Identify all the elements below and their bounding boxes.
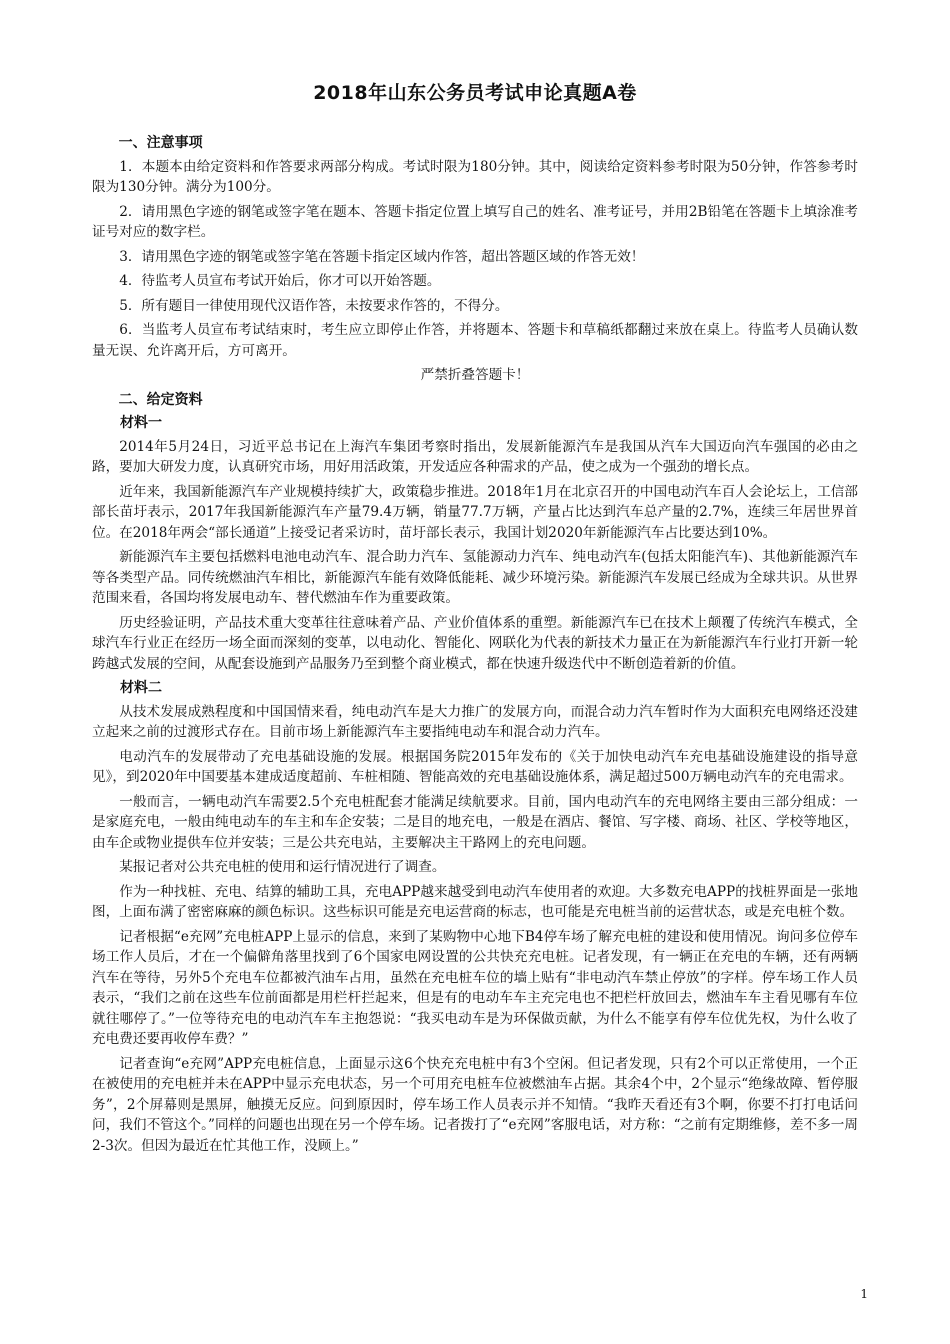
- notice-item: 6．当监考人员宣布考试结束时，考生应立即停止作答，并将题本、答题卡和草稿纸都翻过来放在桌上。待监考人员确认数量无误、允许离开后，方可离开。: [92, 322, 858, 359]
- material-paragraph: 新能源汽车主要包括燃料电池电动汽车、混合助力汽车、氢能源动力汽车、纯电动汽车(包括太阳能汽车)、其他新能源汽车等各类型产品。同传统燃油汽车相比，新能源汽车能有效降低能耗、减少环境污染。新能源汽车发展已经成为全球共识。从世界范围来看，各国均将发展电动车、替代燃油车作为重要政策。: [92, 549, 858, 606]
- material-paragraph: 作为一种找桩、充电、结算的辅助工具，充电APP越来越受到电动汽车使用者的欢迎。大多数充电APP的找桩界面是一张地图，上面布满了密密麻麻的颜色标识。这些标识可能是充电运营商的标志，也可能是充电桩当前的运营状态，或是充电桩个数。: [92, 883, 858, 920]
- material-paragraph: 某报记者对公共充电桩的使用和运行情况进行了调查。: [119, 859, 446, 875]
- material-paragraph: 电动汽车的发展带动了充电基础设施的发展。根据国务院2015年发布的《关于加快电动汽车充电基础设施建设的指导意见》，到2020年中国要基本建成适度超前、车桩相随、智能高效的充电基础设施体系，满足超过500万辆电动汽车的充电需求。: [92, 748, 858, 785]
- material-paragraph: 记者根据“e充网”充电桩APP上显示的信息，来到了某购物中心地下B4停车场了解充电桩的建设和使用情况。询问多位停车场工作人员后，才在一个偏僻角落里找到了6个国家电网设置的公共快充充电桩。记者发现，有一辆正在充电的车辆，还有两辆汽车在等待，另外5个充电车位都被汽油车占用，虽然在充电桩车位的墙上贴有“非电动汽车禁止停放”的字样。停车场工作人员表示，“我们之前在这些车位前面都是用栏杆拦起来，但是有的电动车车主充完电也不把栏杆放回去，燃油车车主看见哪有车位就往哪停了。”一位等待充电的电动汽车车主抱怨说：“我买电动车是为环保做贡献，为什么不能享有停车位优先权，为什么收了充电费还要再收停车费？”: [92, 928, 858, 1047]
- material-paragraph: 从技术发展成熟程度和中国国情来看，纯电动汽车是大力推广的发展方向，而混合动力汽车暂时作为大面积充电网络还没建立起来之前的过渡形式存在。目前市场上新能源汽车主要指纯电动车和混合动力汽车。: [92, 703, 858, 740]
- document-title: 2018年山东公务员考试申论真题A卷: [313, 82, 637, 104]
- material-paragraph: 2014年5月24日，习近平总书记在上海汽车集团考察时指出，发展新能源汽车是我国从汽车大国迈向汽车强国的必由之路，要加大研发力度，认真研究市场，用好用活政策，开发适应各种需求的产品，使之成为一个强劲的增长点。: [92, 438, 858, 475]
- notice-item: 1．本题本由给定资料和作答要求两部分构成。考试时限为180分钟。其中，阅读给定资料参考时限为50分钟，作答参考时限为130分钟。满分为100分。: [92, 158, 858, 195]
- material-paragraph: 历史经验证明，产品技术重大变革往往意味着产品、产业价值体系的重塑。新能源汽车已在技术上颠覆了传统汽车模式，全球汽车行业正在经历一场全面而深刻的变革，以电动化、智能化、网联化为代表的新技术力量正在为新能源汽车行业打开新一轮跨越式发展的空间，从配套设施到产品服务乃至到整个商业模式，都在快速升级迭代中不断创造着新的价值。: [92, 614, 858, 672]
- notice-item: 2．请用黑色字迹的钢笔或签字笔在题本、答题卡指定位置上填写自己的姓名、准考证号，并用2B铅笔在答题卡上填涂准考证号对应的数字栏。: [92, 203, 858, 240]
- material-heading-2: 材料二: [120, 680, 162, 696]
- section-heading-materials: 二、给定资料: [118, 391, 203, 408]
- material-paragraph: 一般而言，一辆电动汽车需要2.5个充电桩配套才能满足续航要求。目前，国内电动汽车的充电网络主要由三部分组成：一是家庭充电，一般由纯电动车的车主和车企安装；二是目的地充电，一般是在酒店、餐馆、写字楼、商场、社区、学校等地区，由车企或物业提供车位并安装；三是公共充电站，主要解决主干路网上的充电问题。: [92, 793, 858, 851]
- section-heading-notice: 一、注意事项: [118, 135, 203, 151]
- material-paragraph: 近年来，我国新能源汽车产业规模持续扩大，政策稳步推进。2018年1月在北京召开的中国电动汽车百人会论坛上，工信部部长苗圩表示，2017年我国新能源汽车产量79.4万辆，销量77.7万辆，产量占比达到汽车总产量的2.7%，连续三年居世界首位。在2018年两会“部长通道”上接受记者采访时，苗圩部长表示，我国计划2020年新能源汽车占比要达到10%。: [92, 483, 858, 541]
- document-body: [92, 133, 858, 1160]
- material-paragraph: 记者查询“e充网”APP充电桩信息，上面显示这6个快充充电桩中有3个空闲。但记者发现，只有2个可以正常使用，一个正在被使用的充电桩并未在APP中显示充电状态，另一个可用充电桩车位被燃油车占据。其余4个中，2个显示“绝缘故障、暂停服务”，2个屏幕则是黑屏，触摸无反应。问到原因时，停车场工作人员表示并不知情。“我昨天看还有3个啊，你要不打打电话问问，我们不管这个。”同样的问题也出现在另一个停车场。记者拨打了“e充网”客服电话，对方称：“之前有定期维修，差不多一周2-3次。但因为最近在忙其他工作，没顾上。”: [92, 1055, 858, 1154]
- page-number: 1: [860, 1287, 868, 1301]
- notice-item: 4．待监考人员宣布考试开始后，你才可以开始答题。: [119, 273, 441, 289]
- material-heading-1: 材料一: [120, 415, 162, 431]
- notice-item: 5．所有题目一律使用现代汉语作答，未按要求作答的，不得分。: [119, 297, 509, 314]
- notice-warning: 严禁折叠答题卡！: [420, 367, 530, 383]
- notice-item: 3．请用黑色字迹的钢笔或签字笔在答题卡指定区域内作答，超出答题区域的作答无效！: [119, 248, 645, 265]
